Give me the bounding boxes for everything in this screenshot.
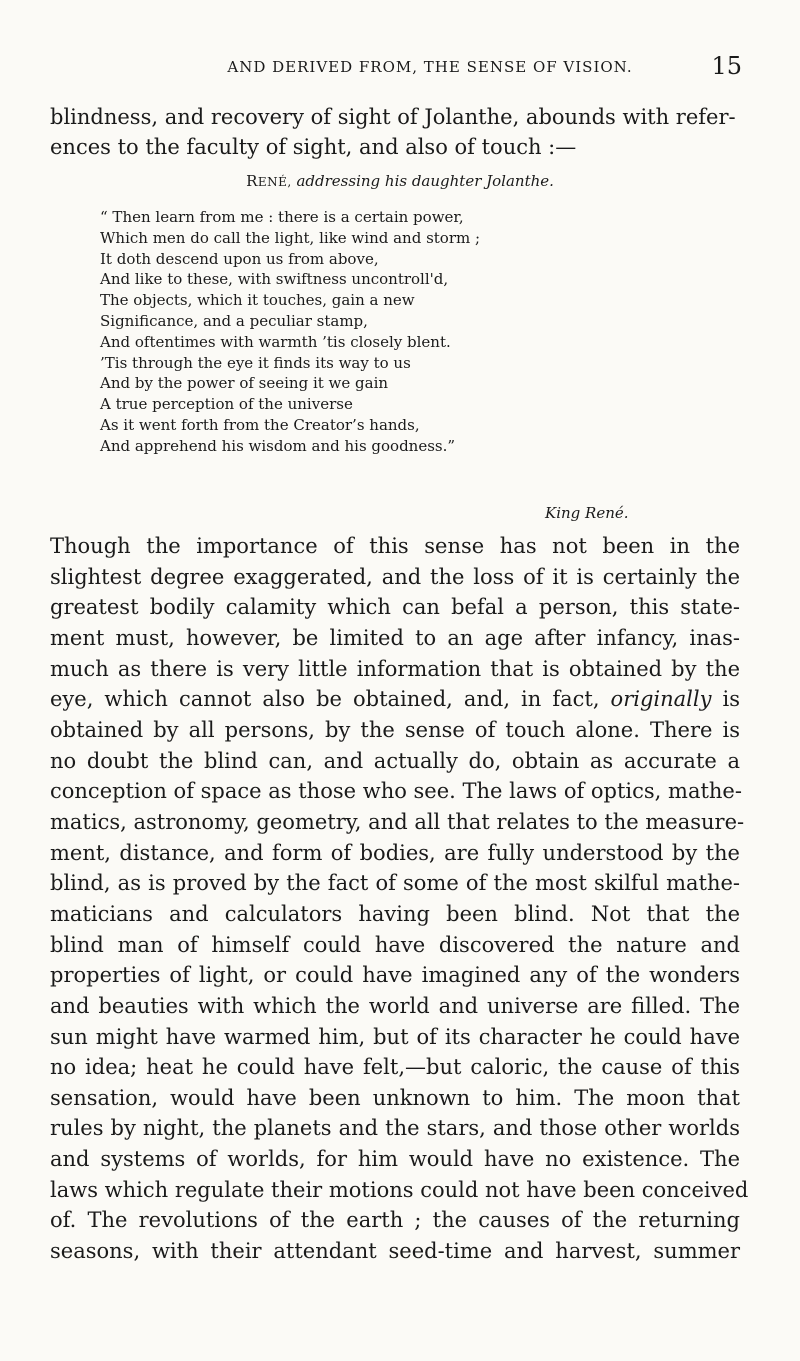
running-header: AND DERIVED FROM, THE SENSE OF VISION. [227, 58, 633, 76]
poem-line: “ Then learn from me : there is a certain power, [100, 208, 464, 226]
body-line: properties of light, or could have imagined any of the wonders [50, 963, 740, 988]
poem-line: A true perception of the universe [100, 395, 353, 414]
poem-attribution: King René. [545, 504, 629, 522]
poem-line: And by the power of seeing it we gain [100, 374, 389, 393]
body-line: blind, as is proved by the fact of some of the most skilful mathe- [50, 871, 740, 896]
body-line-with-emphasis: eye, which cannot also be obtained, and, in fact, originally is [50, 687, 740, 712]
poem-line: Significance, and a peculiar stamp, [100, 311, 368, 330]
body-line: blind man of himself could have discovered the nature and [50, 932, 740, 957]
body-line: sun might have warmed him, but of its character he could have [50, 1024, 740, 1049]
body-line: maticians and calculators having been blind. Not that the [50, 901, 740, 926]
page-number: 15 [711, 52, 742, 80]
body-line: and systems of worlds, for him would have no existence. The [50, 1147, 740, 1172]
speaker-description: addressing his daughter Jolanthe. [296, 172, 554, 190]
body-paragraph [50, 531, 749, 1267]
poem-line: The objects, which it touches, gain a new [100, 291, 415, 310]
body-line: ment must, however, be limited to an age after infancy, inas- [50, 625, 740, 650]
body-line: conception of space as those who see. The laws of optics, mathe- [50, 779, 742, 804]
poem-line: And oftentimes with warmth ’tis closely blent. [100, 332, 451, 351]
body-line: ment, distance, and form of bodies, are fully understood by the [50, 840, 740, 865]
speaker-name: RENÉ, [246, 172, 292, 190]
intro-line: blindness, and recovery of sight of Jolanthe, abounds with refer- [50, 105, 736, 129]
poem-line: ’Tis through the eye it finds its way to us [100, 353, 411, 372]
poem-line: Which men do call the light, like wind and storm ; [100, 228, 481, 247]
poem-quotation [100, 207, 720, 457]
body-line: laws which regulate their motions could not have been conceived [50, 1177, 749, 1202]
body-line: Though the importance of this sense has not been in the [50, 534, 740, 558]
body-line: and beauties with which the world and universe are filled. The [50, 993, 740, 1018]
body-line: seasons, with their attendant seed-time and harvest, summer [50, 1239, 740, 1264]
poem-line: It doth descend upon us from above, [100, 249, 379, 268]
body-line: sensation, would have been unknown to him. The moon that [50, 1085, 740, 1110]
body-line: no doubt the blind can, and actually do, obtain as accurate a [50, 748, 740, 773]
body-line: rules by night, the planets and the stars, and those other worlds [50, 1116, 740, 1141]
speaker-heading [0, 172, 800, 190]
poem-line: As it went forth from the Creator’s hands, [100, 415, 420, 434]
body-line: obtained by all persons, by the sense of touch alone. There is [50, 717, 740, 742]
body-line: slightest degree exaggerated, and the loss of it is certainly the [50, 564, 740, 589]
intro-line: ences to the faculty of sight, and also of touch :— [50, 135, 577, 159]
body-line: matics, astronomy, geometry, and all that relates to the measure- [50, 809, 745, 834]
body-line: greatest bodily calamity which can befal a person, this state- [50, 595, 740, 620]
body-line: much as there is very little information that is obtained by the [50, 656, 740, 681]
emphasized-word: originally [610, 687, 712, 712]
body-line: no idea; heat he could have felt,—but caloric, the cause of this [50, 1055, 740, 1080]
intro-paragraph [50, 102, 740, 162]
body-line: of. The revolutions of the earth ; the causes of the returning [50, 1208, 740, 1233]
poem-line: And like to these, with swiftness uncontroll'd, [100, 270, 449, 289]
poem-line: And apprehend his wisdom and his goodness.” [100, 436, 456, 455]
